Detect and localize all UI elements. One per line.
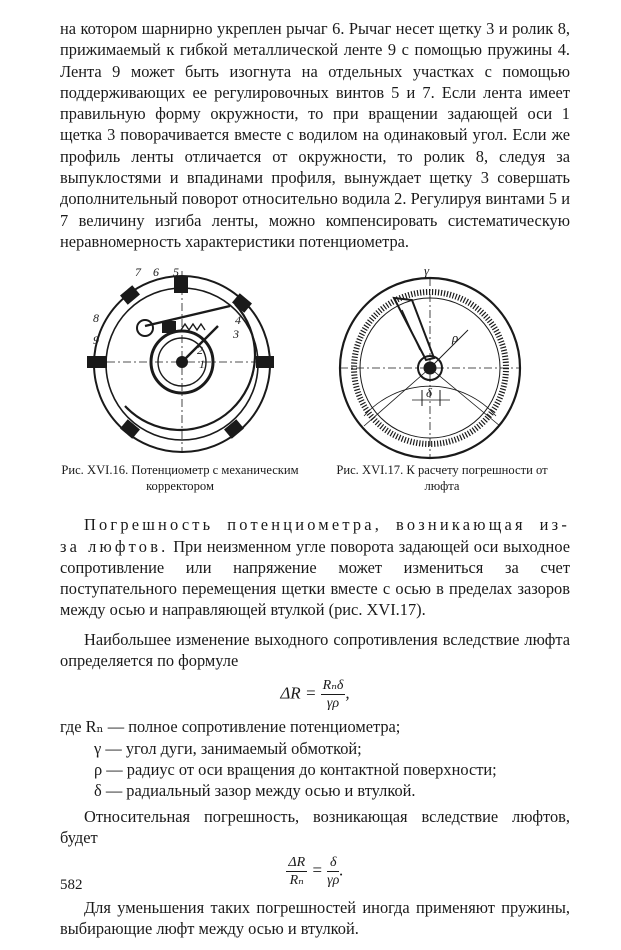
figure-backlash-calculation — [328, 266, 528, 462]
formula-relative-error — [60, 854, 570, 889]
definition-gamma: γ — угол дуги, занимаемый обмоткой; — [94, 738, 362, 758]
paragraph-backlash-text: При неизменном угле поворота задающей оси выходное сопротивление или напряжение может измениться за счет поступательного перемещения щетки вместе с осью в пределах зазоров между осью и направляющей втулкой (рис. XVI.17). — [60, 536, 570, 620]
formula2-rhs-numerator: δ — [327, 854, 339, 872]
label-7: 7 — [135, 266, 141, 280]
label-9: 9 — [93, 333, 99, 348]
formula1-fraction — [321, 677, 346, 712]
caption-fig-16: Рис. XVI.16. Потенциометр с механическим корректором — [61, 463, 299, 494]
spring-4 — [181, 324, 205, 330]
definition-delta: δ — радиальный зазор между осью и втулкой. — [94, 781, 416, 801]
formula2-lhs-denominator: Rₙ — [289, 873, 304, 889]
paragraph-formula-intro: Наибольшее изменение выходного сопротивления вследствие люфта определяется по формуле — [60, 629, 570, 671]
formula-delta-r — [60, 677, 570, 712]
paragraph-conclusion: Для уменьшения таких погрешностей иногда применяют пружины, выбирающие люфт между осью и втулкой. — [60, 898, 570, 939]
paragraph-backlash — [60, 514, 570, 620]
caption-fig-17: Рис. XVI.17. К расчету погрешности от люфта — [336, 463, 548, 494]
figures-row — [60, 266, 570, 514]
formula2-rhs-fraction — [327, 854, 339, 889]
brush-3 — [163, 322, 175, 332]
label-rho: ρ — [452, 330, 459, 346]
paragraph-relative-error: Относительная погрешность, возникающая вследствие люфтов, будет — [60, 806, 570, 847]
paragraph-1: на котором шарнирно укреплен рычаг 6. Рычаг несет щетку 3 и ролик 8, прижимаемый к гибкой металлической ленте 9 с помощью пружины 4. Лента 9 может быть изогнута на отдельных участках с помощью поддерживающих ее регулировочных винтов 5 и 7. Если лента имеет правильную форму окружности, то при вращении задающей оси 1 щетка 3 поворачивается вместе с водилом на одинаковый угол. Если же профиль ленты отличается от окружности, то ролик 8, следуя за выпуклостями и впадинами профиля, вынуждает щетку 3 совершать дополнительный поворот относительно водила 2. Регулируя винтами 5 и 7 величину изгиба ленты, можно компенсировать систематическую неравномерность характеристики потенциометра. — [60, 19, 570, 251]
label-4: 4 — [235, 313, 241, 328]
label-delta: δ — [426, 385, 433, 401]
definitions-list — [60, 716, 570, 801]
formula2-rhs-denominator: γρ — [327, 873, 340, 889]
figure-potentiometer-corrector — [85, 266, 275, 458]
brush-arm — [394, 298, 434, 360]
definition-rn: где Rₙ — полное сопротивление потенциометра; — [60, 717, 401, 737]
label-1: 1 — [199, 357, 205, 372]
roller-8 — [137, 320, 153, 336]
formula2-tail: . — [339, 860, 344, 880]
formula2-lhs-numerator: ΔR — [288, 855, 306, 871]
label-5: 5 — [173, 266, 179, 280]
formula1-numerator: Rₙδ — [322, 678, 344, 694]
definition-rho: ρ — радиус от оси вращения до контактной поверхности; — [94, 759, 497, 779]
formula1-tail: , — [345, 683, 350, 703]
shaft — [424, 362, 436, 374]
label-3: 3 — [233, 327, 239, 342]
page-number: 582 — [60, 877, 83, 893]
formula1-lhs: ΔR = — [280, 683, 317, 703]
page — [60, 18, 570, 940]
lever-6 — [145, 306, 230, 326]
formula2-lhs-fraction — [286, 854, 307, 889]
label-6: 6 — [153, 266, 159, 280]
section-heading-spaced: Погрешность потенциометра, возникающая из-за люфтов. — [60, 515, 570, 556]
screw-5 — [175, 278, 187, 292]
label-gamma: γ — [424, 266, 430, 279]
label-8: 8 — [93, 311, 99, 326]
formula2-equals: = — [311, 860, 323, 880]
label-2: 2 — [197, 343, 203, 358]
formula1-denominator: γρ — [326, 696, 340, 712]
